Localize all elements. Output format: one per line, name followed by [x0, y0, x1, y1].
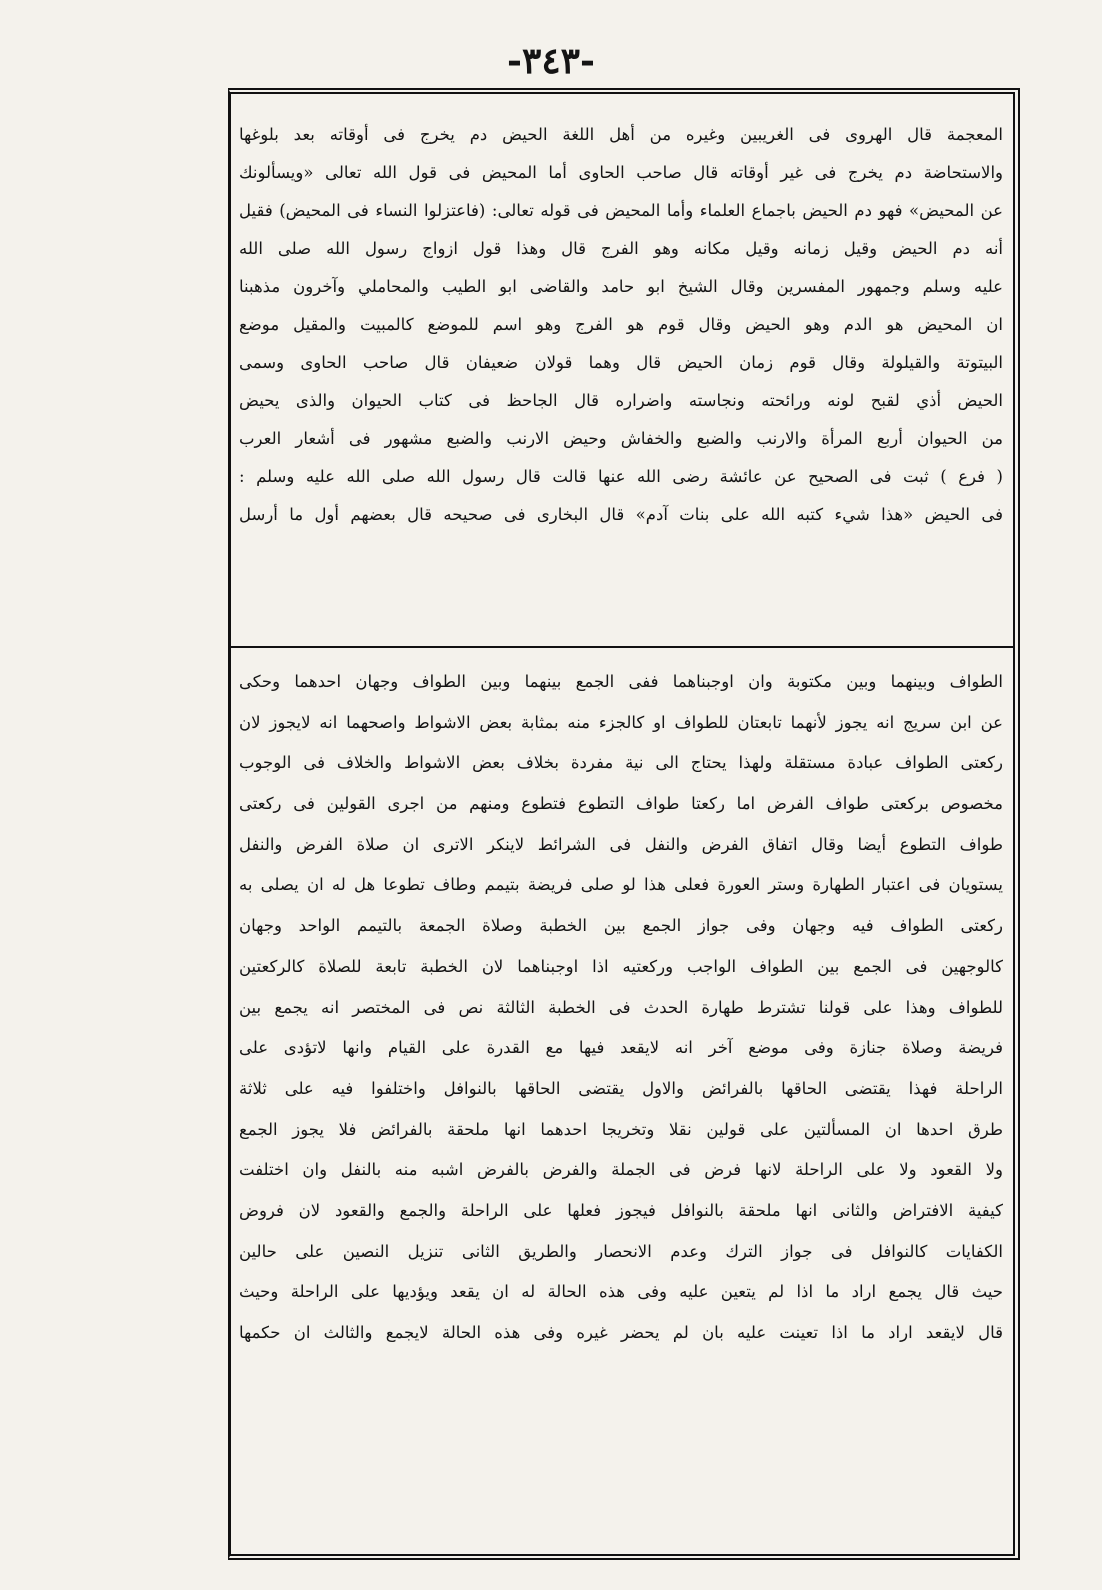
text-line: عن ابن سريج انه يجوز لأنهما تابعتان للطواف او كالجزء منه بمثابة بعض الاشواط واصحهما انه لايجوز لان: [239, 712, 1003, 732]
text-line: كالوجهين فى الجمع بين الطواف الواجب وركعتيه اذا اوجبناهما لان الخطبة تابعة للصلاة كالركعتين: [239, 956, 1003, 976]
text-line: كيفية الافتراض والثانى انها ملحقة بالنوافل فيجوز فعلها على الراحلة والجمع والقعود لان فروض: [239, 1200, 1003, 1220]
text-line: عليه وسلم وجمهور المفسرين وقال الشيخ ابو حامد والقاضى ابو الطيب والمحاملي وآخرون مذهبنا: [239, 277, 1003, 296]
text-line: طرق احدها ان المسألتين على قولين نقلا وتخريجا احدهما انها ملحقة بالفرائض فلا يجوز الجمع: [239, 1119, 1003, 1139]
text-line: فريضة وصلاة جنازة وفى موضع آخر انه لايقعد فيها مع القدرة على القيام وانها لاتؤدى على: [239, 1038, 1003, 1058]
text-line: يستويان فى اعتبار الطهارة وستر العورة فعلى هذا لو صلى فريضة بتيمم وطاف تطوعا هل له ان يصلى به: [239, 875, 1003, 895]
text-line: المعجمة قال الهروى فى الغريبين وغيره من أهل اللغة الحيض دم يخرج فى أوقاته بعد بلوغها: [239, 125, 1003, 144]
text-line: الكفايات كالنوافل فى جواز الترك وعدم الانحصار والطريق الثانى تنزيل النصين على حالين: [239, 1241, 1003, 1261]
text-line: الحيض أذي لقبح لونه ورائحته ونجاسته واضراره قال الجاحظ فى كتاب الحيوان والذى يحيض: [239, 391, 1003, 410]
text-line: أنه دم الحيض وقيل زمانه وقيل مكانه وهو الفرج قال وهذا قول ازواج رسول الله صلى الله: [239, 239, 1003, 258]
text-line: ( فرع ) ثبت فى الصحيح عن عائشة رضى الله عنها قالت قال رسول الله صلى الله عليه وسلم :: [239, 467, 1003, 486]
text-line: قال لايقعد اراد ما اذا تعينت عليه بان لم يحضر غيره وفى هذه الحالة لايجمع والثالث ان حكمها: [239, 1323, 1003, 1342]
text-line: طواف التطوع أيضا وقال اتفاق الفرض والنفل فى الشرائط لاينكر الاترى ان صلاة الفرض والنفل: [239, 834, 1003, 854]
text-line: الراحلة فهذا يقتضى الحاقها بالفرائض والاول يقتضى الحاقها بالنوافل واختلفوا فيه على ثلاثة: [239, 1078, 1003, 1098]
text-line: ان المحيض هو الدم وهو الحيض وقال قوم هو الفرج وهو اسم للموضع كالمبيت والمقيل موضع: [239, 315, 1003, 334]
text-line: حيث قال يجمع اراد ما اذا لم يتعين عليه وفى هذه الحالة له ان يقعد ويؤديها على الراحلة وحيث: [239, 1282, 1003, 1302]
text-line: ركعتى الطواف عبادة مستقلة ولهذا يحتاج الى نية مفردة بخلاف بعض الاشواط والخلاف فى الوجوب: [239, 753, 1003, 773]
text-line: والاستحاضة دم يخرج فى غير أوقاته قال صاحب الحاوى أما المحيض فى قول الله تعالى «ويسألونك: [239, 163, 1003, 182]
page-number: -٣٤٣-: [507, 40, 595, 82]
top-commentary: [239, 116, 1003, 534]
text-line: من الحيوان أربع المرأة والارنب والضبع والخفاش وحيض الارنب والضبع مشهور فى أشعار العرب: [239, 429, 1003, 448]
section-divider: [231, 646, 1013, 648]
bottom-commentary: [239, 662, 1003, 1354]
text-line: عن المحيض» فهو دم الحيض باجماع العلماء وأما المحيض فى قوله تعالى: (فاعتزلوا النساء فى المحيض) فقيل: [239, 201, 1003, 220]
text-line: ولا القعود ولا على الراحلة لانها فرض فى الجملة والفرض بالفرض اشبه منه بالنفل وان اختلفت: [239, 1160, 1003, 1180]
text-line: ركعتى الطواف فيه وجهان وفى جواز الجمع بين الخطبة وصلاة الجمعة بالتيمم الواحد وجهان: [239, 916, 1003, 936]
page-frame: [228, 88, 1020, 1560]
text-line: مخصوص بركعتى طواف الفرض اما ركعتا طواف التطوع فتطوع ومنهم من اجرى القولين فى ركعتى: [239, 794, 1003, 814]
text-line: للطواف وهذا على قولنا تشترط طهارة الحدث فى الخطبة الثالثة نص فى المختصر انه يجمع بين: [239, 997, 1003, 1017]
text-line: البيتوتة والقيلولة وقال قوم زمان الحيض قال وهما قولان ضعيفان قال صاحب الحاوى وسمى: [239, 353, 1003, 372]
text-line: الطواف وبينهما وبين مكتوبة وان اوجبناهما ففى الجمع بينهما وبين الطواف وجهان احدهما وحكى: [239, 672, 1003, 691]
text-line: فى الحيض «هذا شيء كتبه الله على بنات آدم» قال البخارى فى صحيحه قال بعضهم أول ما أرسل: [239, 505, 1003, 524]
